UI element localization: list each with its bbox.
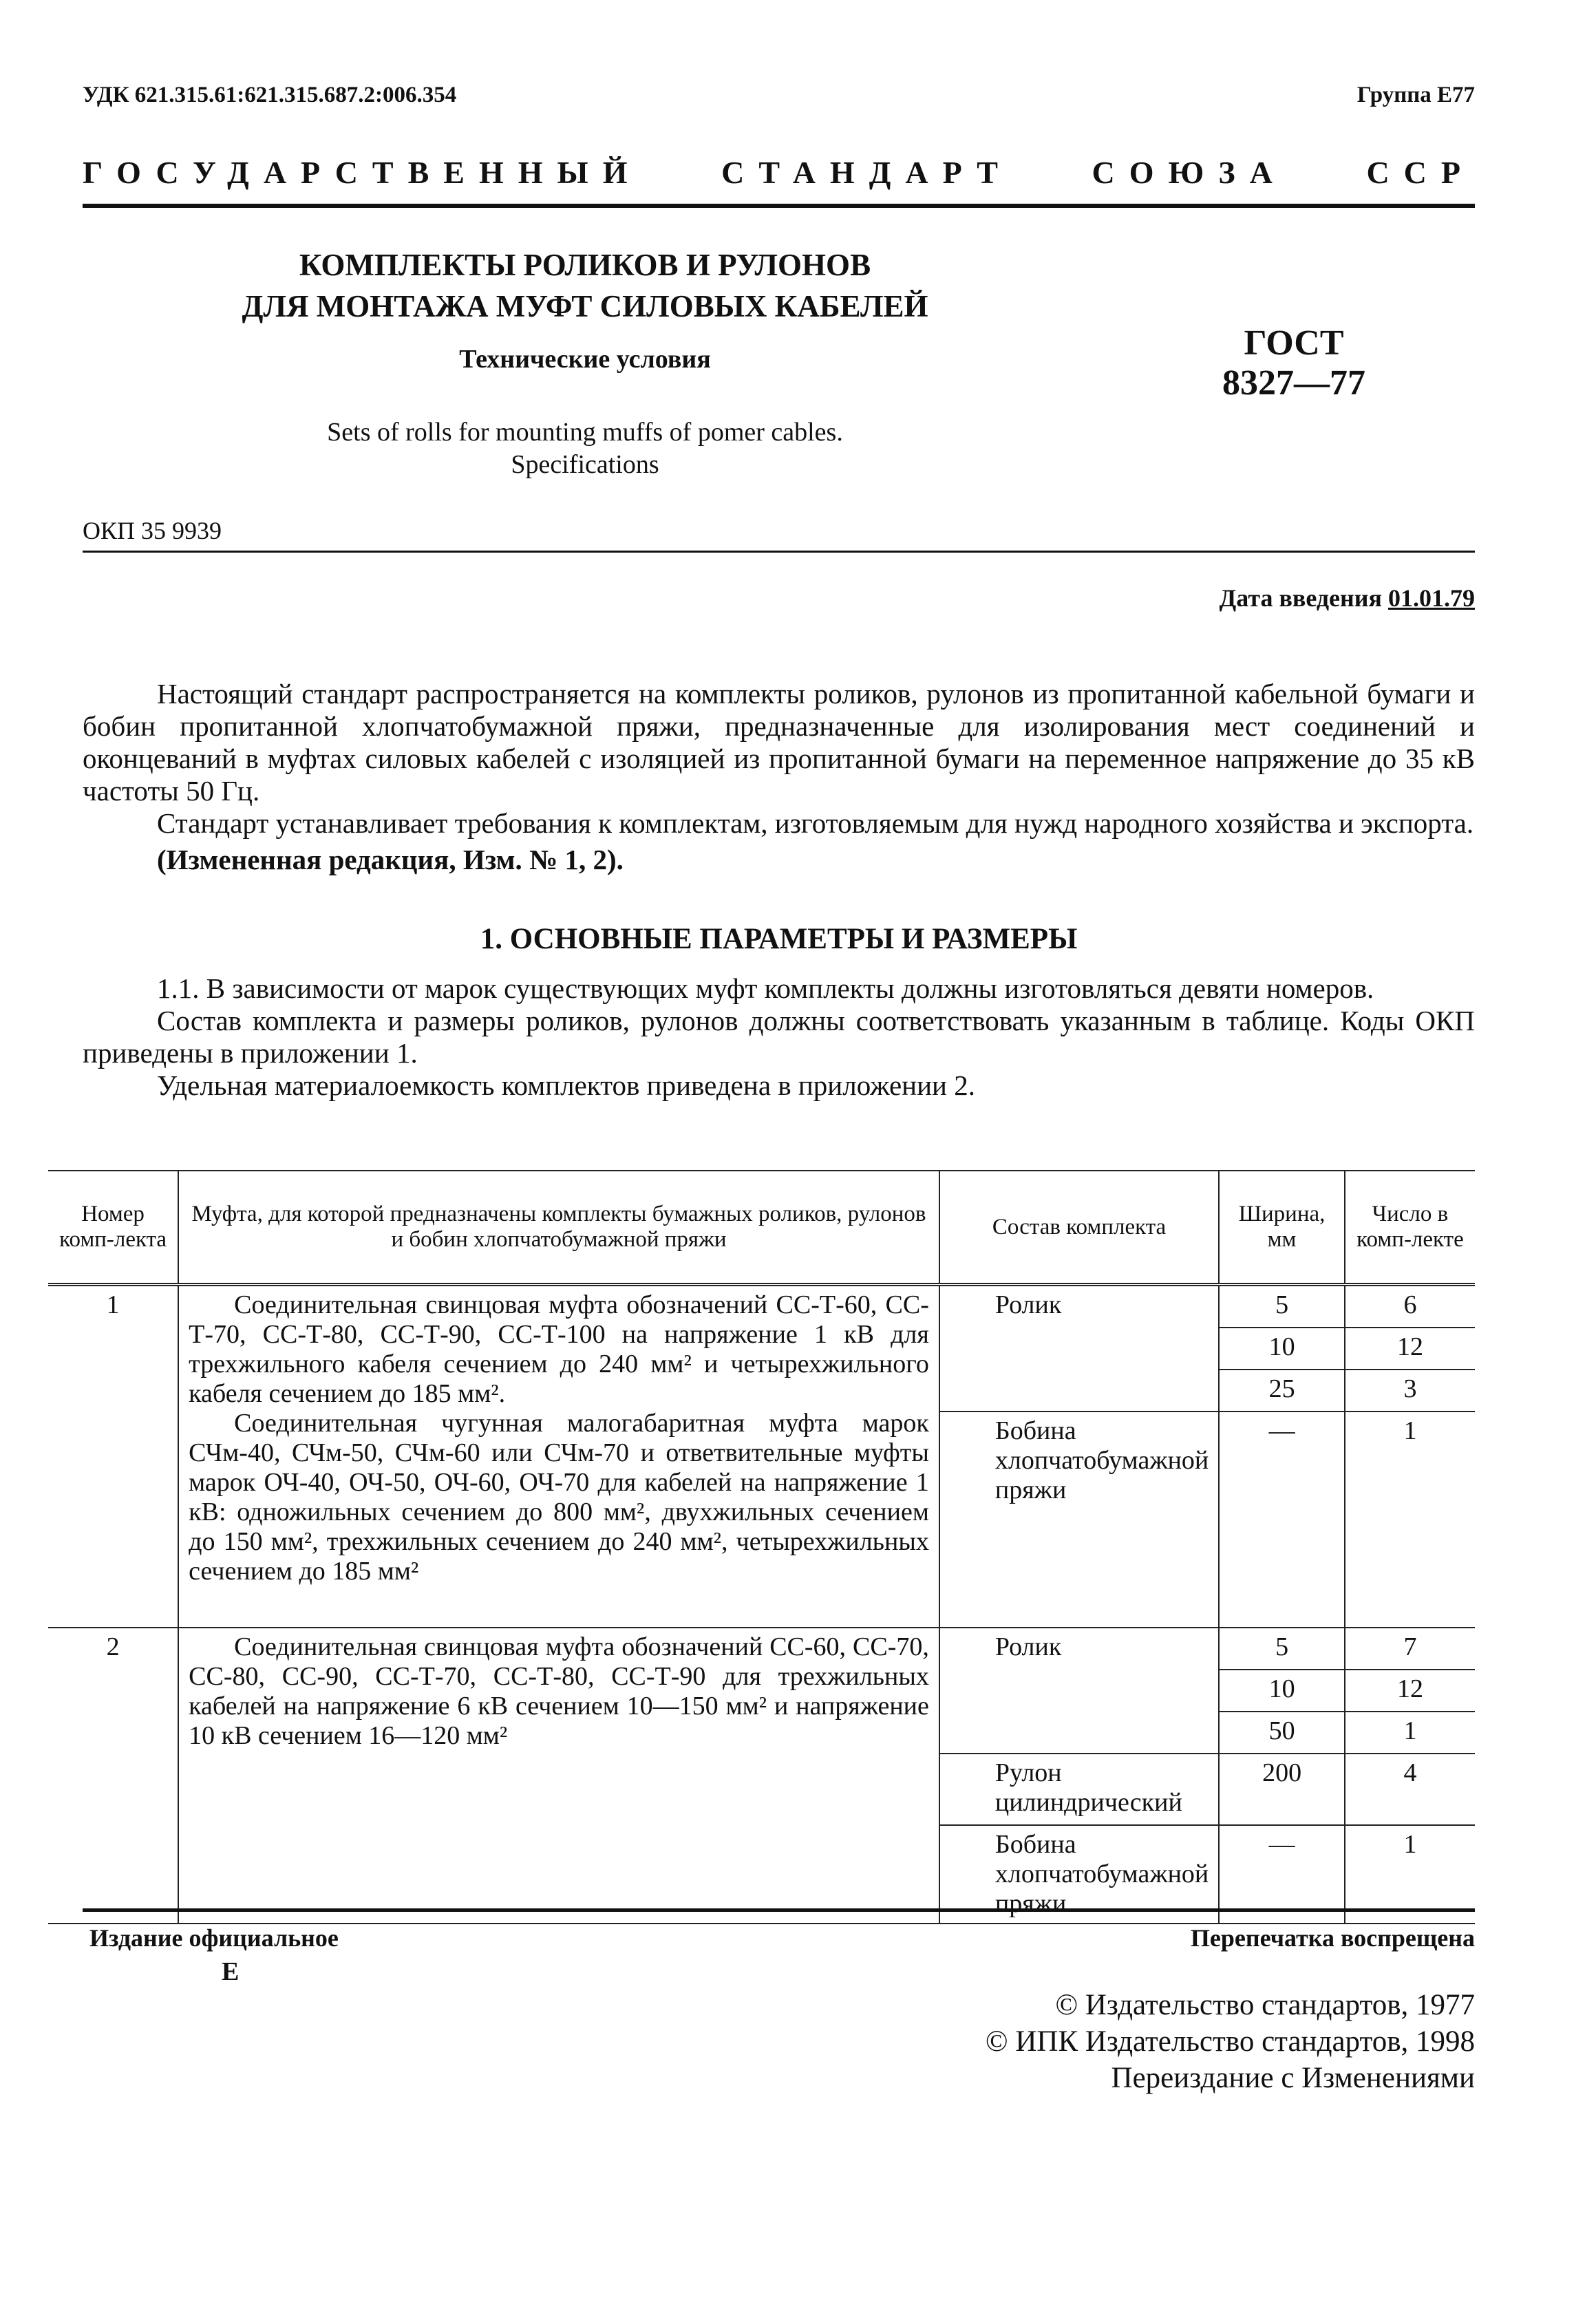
count-value: 12 bbox=[1345, 1328, 1475, 1370]
table-row bbox=[48, 1628, 1475, 1670]
table-header-row bbox=[48, 1171, 1475, 1285]
title-line-1: КОМПЛЕКТЫ РОЛИКОВ И РУЛОНОВ bbox=[299, 248, 871, 282]
section-1-body bbox=[83, 972, 1475, 1102]
state-standard-heading: ГОСУДАРСТВЕННЫЙ СТАНДАРТ СОЮЗА ССР bbox=[83, 155, 1475, 190]
muff-description-paragraph: Соединительная чугунная малогабаритная муфта марок СЧм-40, СЧм-50, СЧм-60 или СЧм-70 и ответвительные муфты марок ОЧ-40, ОЧ-50, ОЧ-60, ОЧ-70 для кабелей на напряжение 1 кВ: одножильных сечением до 800 мм², двухжильных сечением до 150 мм², трехжильных сечением до 240 мм², четырехжильных сечением до 185 мм² bbox=[189, 1409, 929, 1586]
copyright-block bbox=[986, 1987, 1475, 2096]
title-line-2: ДЛЯ МОНТАЖА МУФТ СИЛОВЫХ КАБЕЛЕЙ bbox=[242, 289, 928, 323]
reissue-note: Переиздание с Изменениями bbox=[1111, 2062, 1475, 2094]
table-row bbox=[48, 1285, 1475, 1328]
composition-item: Ролик bbox=[939, 1628, 1219, 1754]
amendment-note: (Измененная редакция, Изм. № 1, 2). bbox=[157, 844, 624, 875]
effective-date-value: 01.01.79 bbox=[1388, 584, 1475, 612]
muff-description bbox=[178, 1285, 939, 1628]
title-rule bbox=[83, 551, 1475, 553]
width-value: 10 bbox=[1219, 1670, 1345, 1712]
reprint-prohibited: Перепечатка воспрещена bbox=[1190, 1924, 1475, 1952]
count-value: 1 bbox=[1345, 1825, 1475, 1924]
section-paragraph-3: Удельная материалоемкость комплектов приведена в приложении 2. bbox=[157, 1069, 975, 1101]
set-number: 2 bbox=[48, 1628, 178, 1924]
header-width: Ширина, мм bbox=[1219, 1171, 1345, 1285]
intro-section bbox=[83, 678, 1475, 876]
count-value: 7 bbox=[1345, 1628, 1475, 1670]
group-code: Группа Е77 bbox=[1356, 83, 1475, 107]
copyright-line: © Издательство стандартов, 1977 bbox=[1055, 1989, 1475, 2021]
width-value: 200 bbox=[1219, 1754, 1345, 1825]
header-set-number: Номер комп-лекта bbox=[48, 1171, 178, 1285]
count-value: 12 bbox=[1345, 1670, 1475, 1712]
gost-number: 8327—77 bbox=[1222, 363, 1365, 403]
header-composition: Состав комплекта bbox=[939, 1171, 1219, 1285]
width-value: — bbox=[1219, 1825, 1345, 1924]
header-count: Число в комп-лекте bbox=[1345, 1171, 1475, 1285]
count-value: 3 bbox=[1345, 1370, 1475, 1412]
width-value: 10 bbox=[1219, 1328, 1345, 1370]
document-subtitle: Технические условия bbox=[459, 345, 711, 374]
edition-letter: Е bbox=[222, 1957, 240, 1986]
section-title: 1. ОСНОВНЫЕ ПАРАМЕТРЫ И РАЗМЕРЫ bbox=[480, 923, 1078, 955]
width-value: — bbox=[1219, 1412, 1345, 1628]
english-title-line-2: Specifications bbox=[511, 450, 659, 479]
document-title bbox=[138, 244, 1032, 327]
gost-label: ГОСТ bbox=[1244, 323, 1344, 363]
width-value: 5 bbox=[1219, 1285, 1345, 1328]
count-value: 1 bbox=[1345, 1712, 1475, 1754]
footer-rule bbox=[83, 1908, 1475, 1912]
section-paragraph-1: 1.1. В зависимости от марок существующих муфт комплекты должны изготовляться девяти номеров. bbox=[157, 972, 1374, 1004]
effective-date bbox=[1220, 584, 1476, 613]
official-edition: Издание официальное bbox=[89, 1924, 339, 1952]
muff-description-paragraph: Соединительная свинцовая муфта обозначений СС-60, СС-70, СС-80, СС-90, СС-Т-70, СС-Т-80, СС-Т-90 для трехжильных кабелей на напряжение 6 кВ сечением 10—150 мм² и напряжение 10 кВ сечением 16—120 мм² bbox=[189, 1632, 929, 1750]
set-number: 1 bbox=[48, 1285, 178, 1628]
section-paragraph-2: Состав комплекта и размеры роликов, рулонов должны соответствовать указанным в таблице. Коды ОКП приведены в приложении 1. bbox=[83, 1005, 1475, 1069]
count-value: 1 bbox=[1345, 1412, 1475, 1628]
width-value: 50 bbox=[1219, 1712, 1345, 1754]
okp-code: ОКП 35 9939 bbox=[83, 517, 222, 544]
composition-item: Рулон цилиндрический bbox=[939, 1754, 1219, 1825]
width-value: 5 bbox=[1219, 1628, 1345, 1670]
copyright-line: © ИПК Издательство стандартов, 1998 bbox=[985, 2025, 1475, 2058]
english-title bbox=[138, 416, 1032, 481]
english-title-line-1: Sets of rolls for mounting muffs of pomer cables. bbox=[327, 418, 843, 447]
composition-item: Ролик bbox=[939, 1285, 1219, 1412]
intro-paragraph-2: Стандарт устанавливает требования к комплектам, изготовляемым для нужд народного хозяйства и экспорта. bbox=[157, 807, 1474, 839]
sets-table bbox=[48, 1170, 1475, 1924]
muff-description-paragraph: Соединительная свинцовая муфта обозначений СС-Т-60, СС-Т-70, СС-Т-80, СС-Т-90, СС-Т-100 на напряжение 1 кВ для трехжильного кабеля сечением до 240 мм² и четырехжильного кабеля сечением до 185 мм². bbox=[189, 1290, 929, 1408]
intro-paragraph-1: Настоящий стандарт распространяется на комплекты роликов, рулонов из пропитанной кабельной бумаги и бобин пропитанной хлопчатобумажной пряжи, предназначенные для изолирования мест соединений и оконцеваний в муфтах силовых кабелей с изоляцией из пропитанной бумаги на переменное напряжение до 35 кВ частоты 50 Гц. bbox=[83, 678, 1475, 807]
header-muff: Муфта, для которой предназначены комплекты бумажных роликов, рулонов и бобин хлопчатобумажной пряжи bbox=[178, 1171, 939, 1285]
header-rule bbox=[83, 204, 1475, 208]
composition-item: Бобина хлопчатобумажной пряжи bbox=[939, 1825, 1219, 1924]
composition-item: Бобина хлопчатобумажной пряжи bbox=[939, 1412, 1219, 1628]
muff-description bbox=[178, 1628, 939, 1924]
width-value: 25 bbox=[1219, 1370, 1345, 1412]
count-value: 6 bbox=[1345, 1285, 1475, 1328]
effective-date-label: Дата введения bbox=[1219, 584, 1382, 612]
udc-code: УДК 621.315.61:621.315.687.2:006.354 bbox=[83, 83, 457, 107]
gost-designation bbox=[1170, 323, 1418, 403]
count-value: 4 bbox=[1345, 1754, 1475, 1825]
